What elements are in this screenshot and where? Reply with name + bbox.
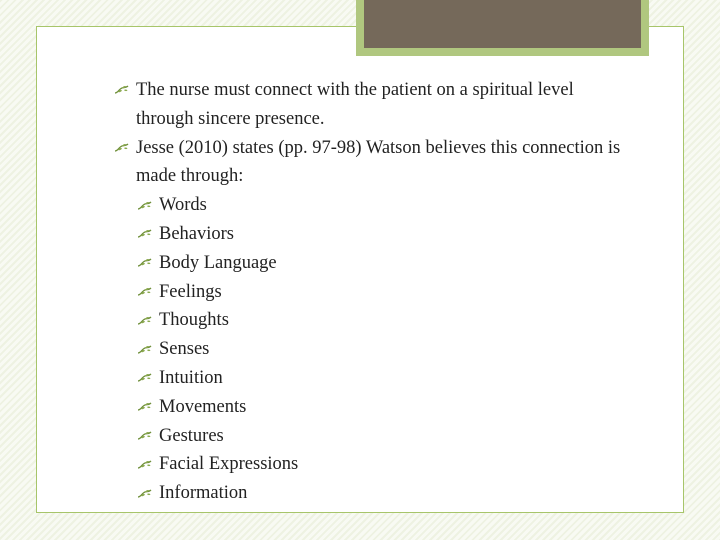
leaf-flourish-icon <box>137 335 159 364</box>
list-item <box>114 76 634 134</box>
list-item <box>114 134 634 192</box>
leaf-flourish-icon <box>137 249 159 278</box>
leaf-flourish-icon <box>137 191 159 220</box>
leaf-flourish-icon <box>114 134 136 163</box>
leaf-flourish-icon <box>137 479 159 508</box>
list-item <box>114 191 634 220</box>
leaf-flourish-icon <box>137 393 159 422</box>
list-item-text: Intuition <box>159 367 223 388</box>
list-item-text: Information <box>159 483 248 504</box>
leaf-flourish-icon <box>137 278 159 307</box>
bullet-list <box>114 76 634 508</box>
list-item <box>114 364 634 393</box>
leaf-flourish-icon <box>137 422 159 451</box>
list-item-text: Feelings <box>159 281 222 302</box>
list-item <box>114 393 634 422</box>
title-tab-inner <box>364 0 641 48</box>
list-item <box>114 306 634 335</box>
list-item-text: Words <box>159 195 207 216</box>
list-item <box>114 249 634 278</box>
list-item-text: Thoughts <box>159 310 229 331</box>
leaf-flourish-icon <box>114 76 136 105</box>
list-item <box>114 450 634 479</box>
list-item-text: Behaviors <box>159 223 235 244</box>
list-item <box>114 422 634 451</box>
list-item-text: Body Language <box>159 252 277 273</box>
list-item-text: Jesse (2010) states (pp. 97-98) Watson believes this connection is made through: <box>136 137 621 187</box>
list-item <box>114 220 634 249</box>
list-item-text: Senses <box>159 339 210 360</box>
list-item-text: Gestures <box>159 425 224 446</box>
list-item-text: The nurse must connect with the patient on a spiritual level through sincere presence. <box>136 80 574 129</box>
list-item <box>114 278 634 307</box>
leaf-flourish-icon <box>137 364 159 393</box>
leaf-flourish-icon <box>137 220 159 249</box>
list-item-text: Movements <box>159 396 247 417</box>
leaf-flourish-icon <box>137 450 159 479</box>
list-item-text: Facial Expressions <box>159 454 299 475</box>
leaf-flourish-icon <box>137 306 159 335</box>
list-item <box>114 335 634 364</box>
list-item <box>114 479 634 508</box>
